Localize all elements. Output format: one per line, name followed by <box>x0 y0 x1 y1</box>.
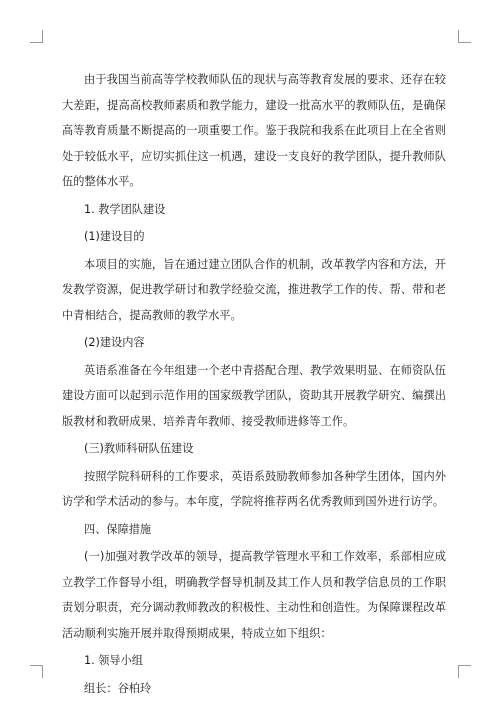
heading-research-team: (三)教师科研队伍建设 <box>84 442 194 455</box>
document-body <box>62 67 446 701</box>
paragraph-purpose: 本项目的实施，旨在通过建立团队合作的机制，改革教学内容和方法，开发教学资源，促进教学研讨和教学经验交流，推进教学工作的传、帮、带和老中青相结合，提高教师的教学水平。 <box>62 257 446 322</box>
crop-mark-top-right <box>458 30 471 43</box>
heading-purpose: (1)建设目的 <box>84 230 145 243</box>
heading-safeguards: 四、保障措施 <box>84 522 152 536</box>
heading-team-building: 1. 教学团队建设 <box>84 202 166 216</box>
paragraph-content: 英语系准备在今年组建一个老中青搭配合理、教学效果明显、在师资队伍建设方面可以起到示范作用的国家级教学团队，资助其开展教学研究、编撰出版教材和教研成果、培养青年教师、接受教师进修等工作。 <box>62 363 446 428</box>
paragraph-safeguards: (一)加强对教学改革的领导，提高教学管理水平和工作效率，系部相应成立教学工作督导小组，明确教学督导机制及其工作人员和教学信息员的工作职责划分职责，充分调动教师教改的积极性、主动性和创造性。为保障课程改革活动顺利实施开展并取得预期成果，特成立如下组织： <box>62 550 446 640</box>
paragraph-research-team: 按照学院科研科的工作要求，英语系鼓励教师参加各种学生团体，国内外访学和学术活动的参与。本年度，学院将推荐两名优秀教师到国外进行访学。 <box>62 469 446 508</box>
paragraph-intro: 由于我国当前高等学校教师队伍的现状与高等教育发展的要求、还存在较大差距，提高高校教师素质和教学能力，建设一批高水平的教师队伍，是确保高等教育质量不断提高的一项重要工作。鉴于我院和我系在此项目上在全省则处于较低水平，应切实抓住这一机遇，建设一支良好的教学团队，提升教师队伍的整体水平。 <box>62 73 446 188</box>
crop-mark-bottom-right <box>458 665 471 678</box>
heading-leadership-group: 1. 领导小组 <box>84 654 143 667</box>
crop-mark-bottom-left <box>30 665 43 678</box>
text-group-leader: 组长：谷柏玲 <box>84 681 152 695</box>
crop-mark-top-left <box>30 30 43 43</box>
heading-content: (2)建设内容 <box>84 336 145 349</box>
